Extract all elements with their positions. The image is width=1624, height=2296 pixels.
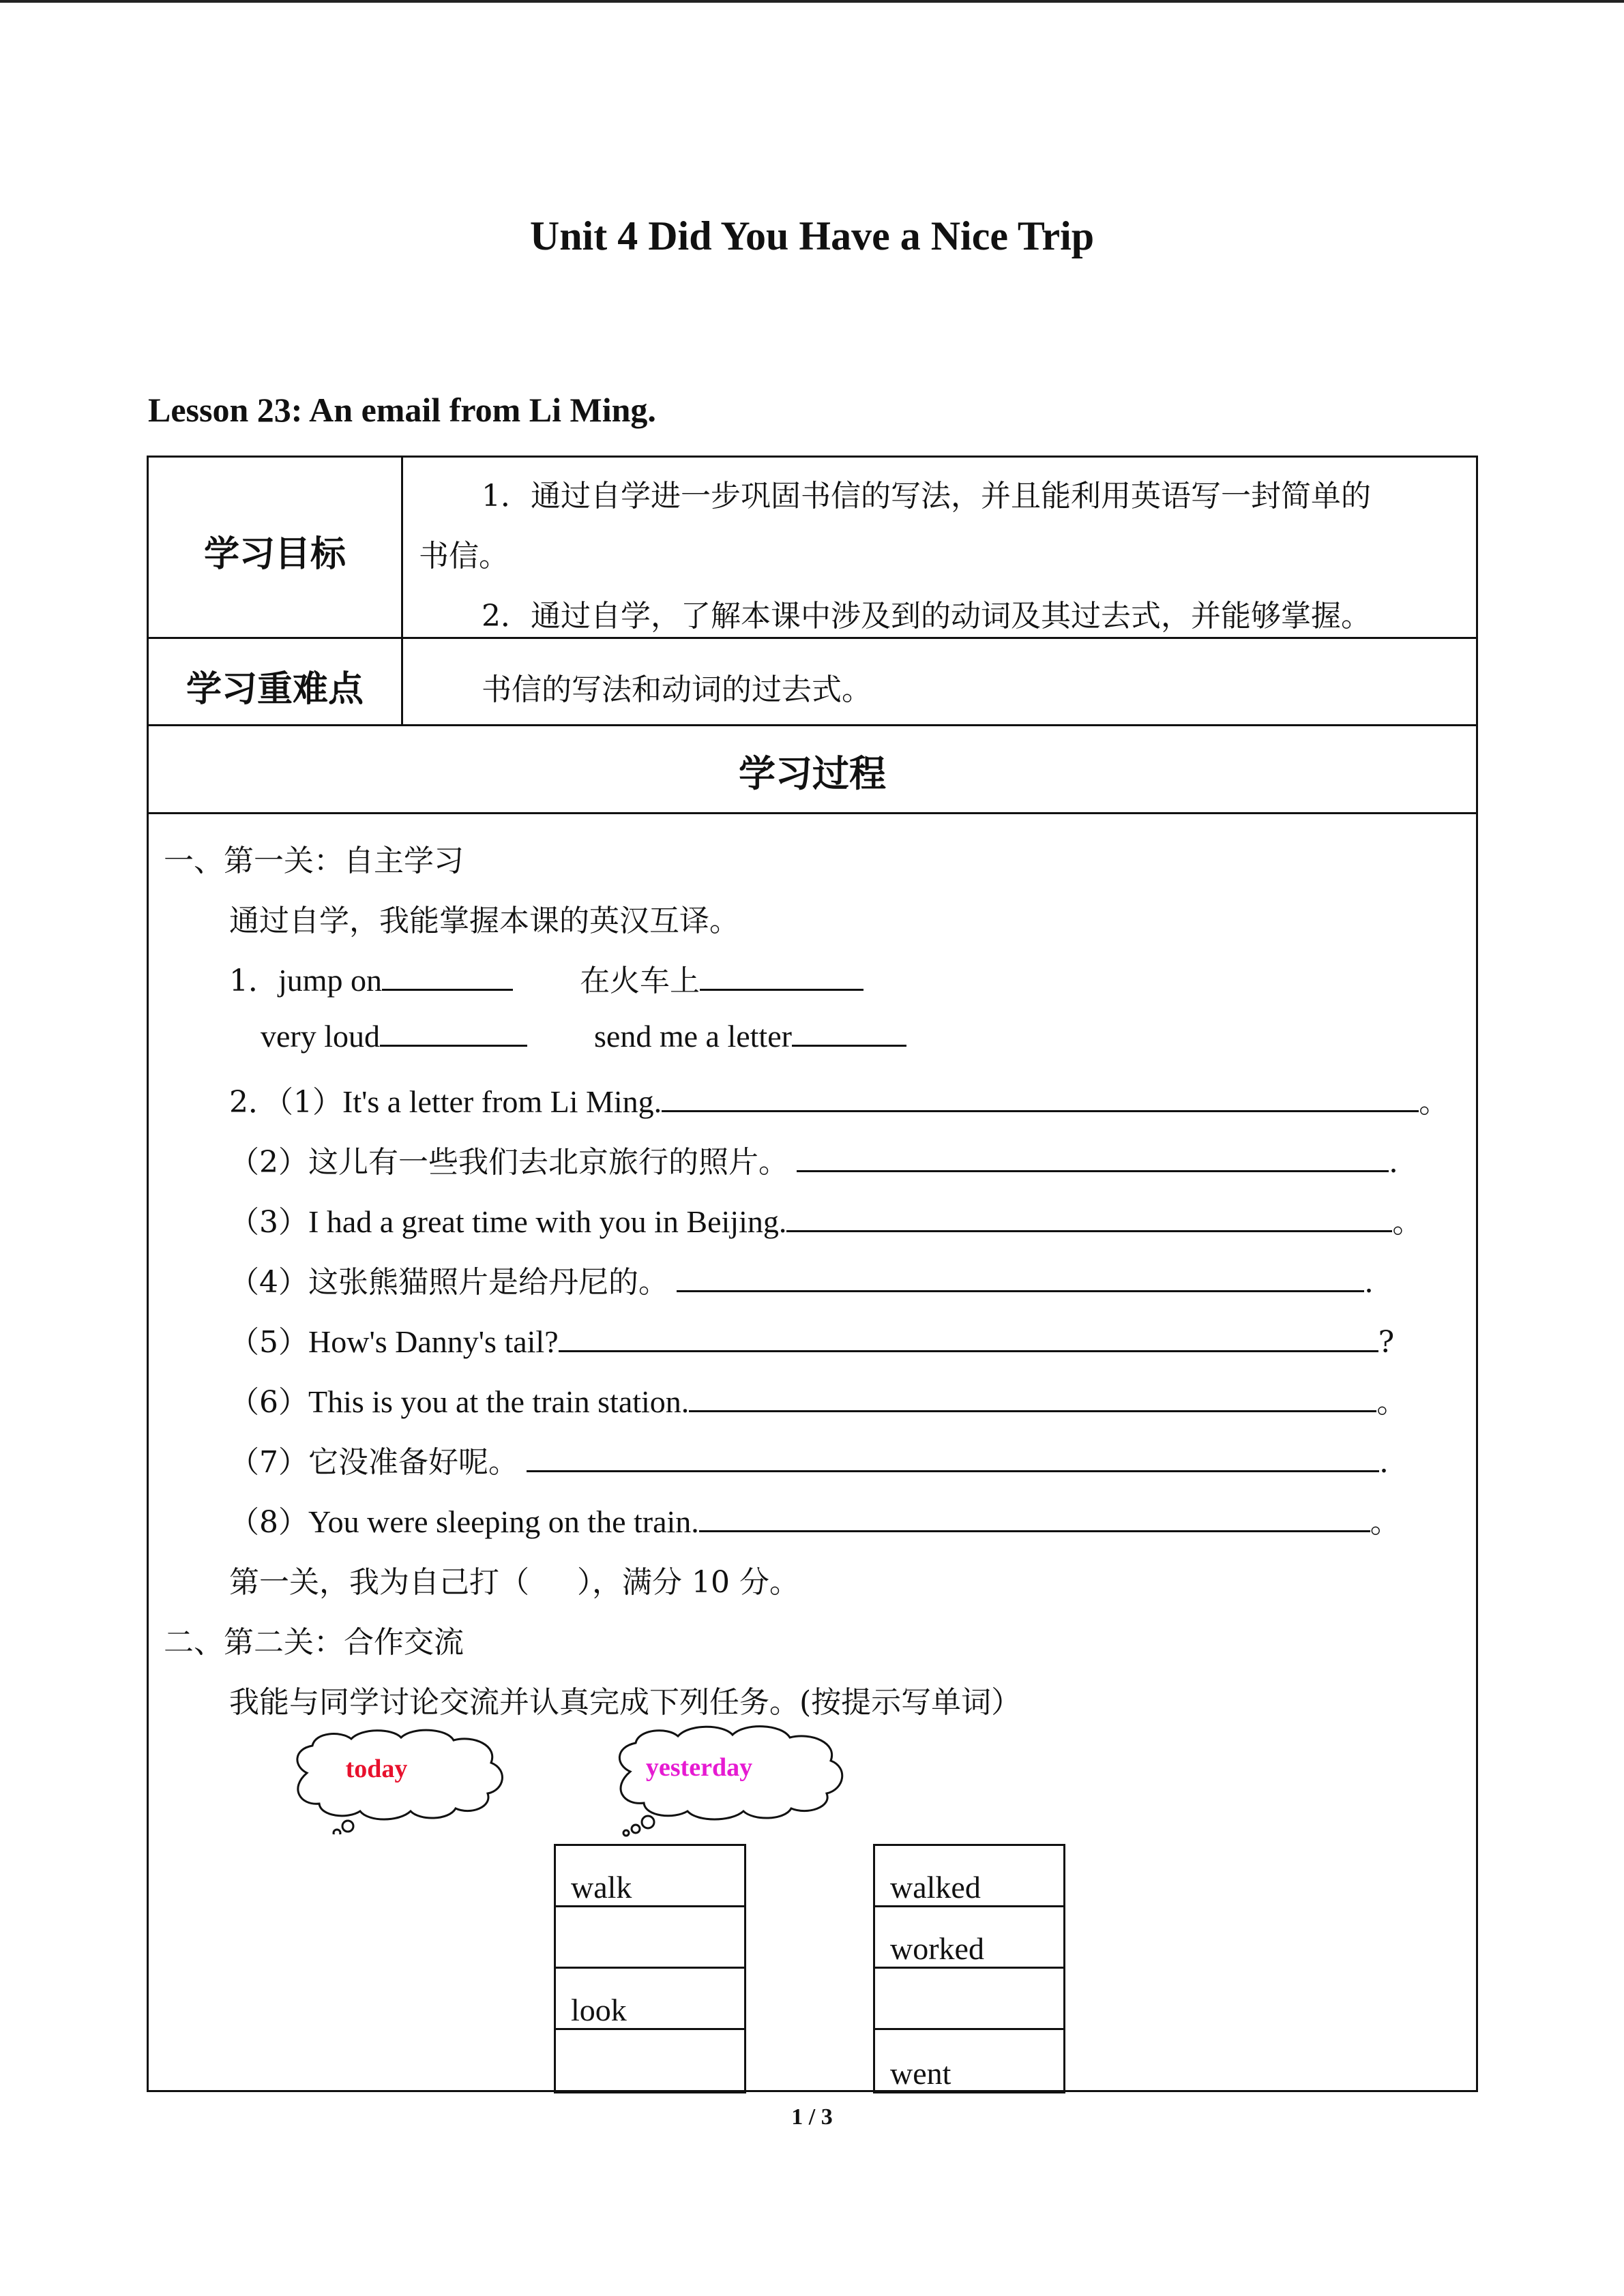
item-number: （1）: [278, 1085, 342, 1120]
item-end: .: [1364, 1265, 1374, 1300]
word-cell[interactable]: [875, 1969, 1063, 2030]
word-text: worked: [890, 1931, 984, 1966]
q2-item: [229, 1377, 1406, 1421]
q2-item: [229, 1257, 1374, 1301]
word-cell[interactable]: [875, 2030, 1063, 2091]
item-end: 。: [1419, 1085, 1449, 1120]
answer-blank[interactable]: [382, 961, 513, 991]
answer-blank[interactable]: [700, 961, 863, 991]
goals-line-1b: 书信。: [419, 539, 509, 573]
word-cell[interactable]: [875, 1907, 1063, 1969]
item-text: How's Danny's tail?: [308, 1324, 559, 1359]
item-number: （5）: [229, 1325, 308, 1360]
section1-heading: 一、第一关：自主学习: [164, 844, 464, 878]
item-text: I had a great time with you in Beijing.: [308, 1204, 787, 1239]
answer-blank[interactable]: [699, 1503, 1370, 1532]
q2-item: [229, 1497, 1400, 1541]
goals-line-1: 1．通过自学进一步巩固书信的写法，并且能利用英语写一封简单的: [482, 479, 1371, 513]
item-number: （7）: [229, 1445, 308, 1480]
item-number: （3）: [229, 1205, 308, 1240]
answer-blank[interactable]: [792, 1017, 906, 1047]
item-text: It's a letter from Li Ming.: [342, 1084, 662, 1119]
q2-item: [229, 1137, 1398, 1181]
q1-phrase-d: send me a letter: [594, 1019, 792, 1054]
item-end: 。: [1370, 1505, 1400, 1540]
cloud-yesterday: [600, 1721, 853, 1837]
item-end: ?: [1378, 1325, 1395, 1360]
word-cell[interactable]: [875, 1846, 1063, 1907]
goals-text: [419, 466, 1469, 646]
item-number: （8）: [229, 1505, 308, 1540]
item-number: （4）: [229, 1265, 308, 1300]
item-text: 它没准备好呢。: [308, 1445, 518, 1480]
section2-intro: 我能与同学讨论交流并认真完成下列任务。(按提示写单词）: [229, 1685, 1022, 1720]
item-text: You were sleeping on the train.: [308, 1504, 699, 1539]
table-column-divider: [401, 456, 403, 726]
yesterday-word-box: [873, 1844, 1065, 2093]
section2-heading: 二、第二关：合作交流: [164, 1625, 464, 1660]
lesson-title: Lesson 23: An email from Li Ming.: [148, 391, 656, 429]
item-text: This is you at the train station.: [308, 1384, 690, 1419]
word-cell[interactable]: [556, 1907, 744, 1969]
item-end: 。: [1376, 1385, 1407, 1420]
item-end: 。: [1392, 1205, 1423, 1240]
q1-phrase-b: 在火车上: [580, 964, 700, 998]
q1-number: 1．: [229, 964, 278, 998]
item-text: 这张熊猫照片是给丹尼的。: [308, 1265, 668, 1300]
answer-blank[interactable]: [559, 1323, 1378, 1352]
item-text: 这儿有一些我们去北京旅行的照片。: [308, 1145, 788, 1180]
word-cell[interactable]: [556, 2030, 744, 2091]
page-title: Unit 4 Did You Have a Nice Trip: [529, 213, 1095, 258]
q2-item: [229, 1317, 1394, 1361]
answer-blank[interactable]: [677, 1263, 1364, 1292]
answer-blank[interactable]: [689, 1383, 1376, 1412]
table-divider: [147, 724, 1478, 726]
key-points-text: 书信的写法和动词的过去式。: [482, 672, 872, 707]
q1-row-1: [229, 956, 863, 1000]
q2-prefix: 2．: [229, 1085, 278, 1120]
today-word-box: [554, 1844, 746, 2093]
item-end: .: [1379, 1445, 1389, 1480]
cloud-today: [280, 1725, 512, 1834]
word-text: walked: [890, 1870, 981, 1905]
q1-phrase-c: very loud: [261, 1019, 381, 1054]
table-divider: [147, 812, 1478, 814]
item-number: （2）: [229, 1145, 308, 1180]
goals-line-2: 2．通过自学，了解本课中涉及到的动词及其过去式，并能够掌握。: [482, 599, 1371, 633]
answer-blank[interactable]: [527, 1443, 1379, 1472]
q2-item: [229, 1437, 1389, 1481]
self-score: [229, 1557, 799, 1601]
score-text-b: ），满分 10 分。: [577, 1565, 799, 1600]
top-rule: [0, 0, 1624, 3]
score-text-a: 第一关，我为自己打（: [229, 1565, 529, 1600]
section1-intro: 通过自学，我能掌握本课的英汉互译。: [229, 904, 739, 938]
word-cell[interactable]: [556, 1969, 744, 2030]
q2-item: [229, 1077, 1449, 1121]
word-text: went: [890, 2056, 951, 2091]
answer-blank[interactable]: [786, 1203, 1392, 1232]
key-points-label: 学习重难点: [186, 669, 364, 710]
page-number: 1 / 3: [791, 2104, 833, 2130]
q1-row-2: [261, 1017, 906, 1054]
item-number: （6）: [229, 1385, 308, 1420]
cloud-today-label: today: [345, 1755, 408, 1783]
word-text: walk: [571, 1870, 632, 1905]
answer-blank[interactable]: [380, 1017, 527, 1047]
q1-phrase-a: jump on: [278, 963, 383, 998]
answer-blank[interactable]: [662, 1083, 1419, 1112]
word-text: look: [571, 1993, 627, 2027]
q2-item: [229, 1197, 1422, 1241]
process-heading: 学习过程: [739, 752, 886, 795]
item-end: .: [1389, 1145, 1398, 1180]
goals-label: 学习目标: [203, 534, 346, 575]
answer-blank[interactable]: [797, 1143, 1389, 1172]
cloud-yesterday-label: yesterday: [645, 1753, 753, 1782]
word-cell[interactable]: [556, 1846, 744, 1907]
